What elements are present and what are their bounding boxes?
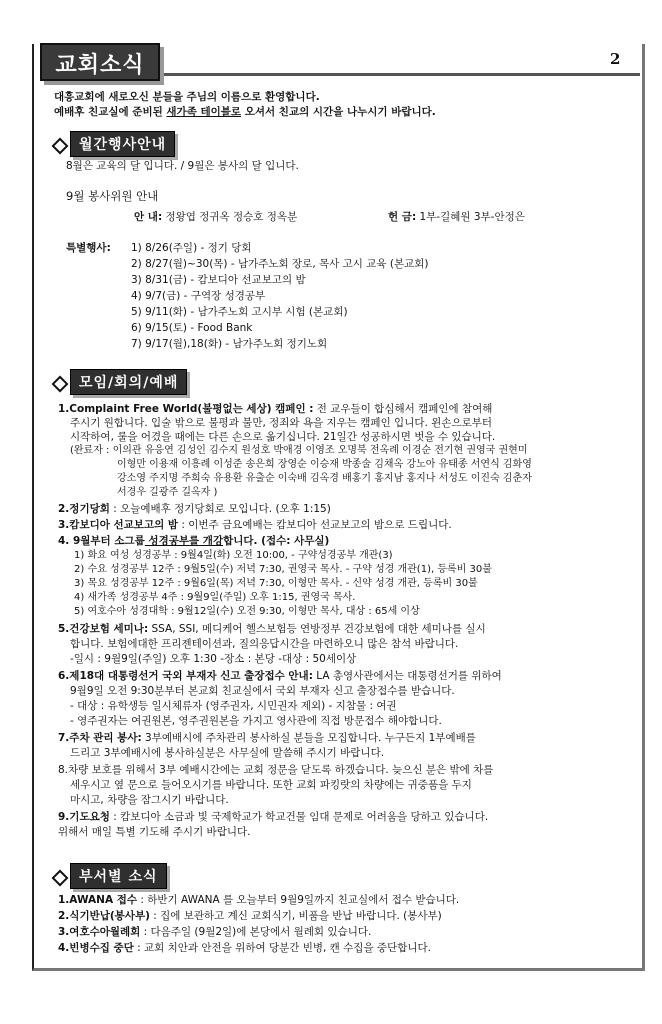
volunteer-title: 9월 봉사위원 안내 [66,189,159,203]
department-item [58,925,371,939]
meeting-item-9 [58,810,488,824]
item-text: 3부예배시에 주차관리 봉사하실 분들을 모집합니다. 누구든지 1부예배를 [141,732,476,744]
item-title: 3.여호수아월례회 [58,926,141,938]
event-item: 2) 8/27(월)~30(목) - 남가주노회 장로, 목사 고시 교육 (본교회) [131,258,429,270]
meetings-heading: 모임/회의/예배 [70,369,187,395]
item-line: 서경우 길광주 길옥자 ) [117,487,218,498]
item-title-underlined: 성경공부를 개강 [144,535,224,547]
item-line: - 영주권자는 여권원본, 영주권원본을 가지고 영사관에 직접 방문접수 해야합니다. [70,715,442,727]
meetings-section-header [52,369,187,395]
header-rule [156,73,640,76]
department-item [58,893,459,907]
item-title-tail: 합니다. (접수: 사무실) [223,535,330,547]
usher-row [134,210,297,224]
item-text: : 교회 치안과 안전을 위하여 당분간 빈병, 캔 수집을 중단합니다. [133,942,431,954]
meeting-item-8: 8.차량 보호를 위해서 3부 예배시간에는 교회 정문을 닫도록 하겠습니다. 늦으신 분은 밖에 차를 [58,764,494,776]
item-text: : 캄보디아 소금과 빛 국제학교가 학교건물 임대 문제로 어려움을 당하고 있습니다. [109,811,489,823]
item-line: (완료자 : 이의관 유응연 김성인 김수지 원성호 박애경 이영조 오명북 전옥례 이경순 전기현 권영국 권현미 [70,445,528,456]
meeting-item-2 [58,502,331,516]
special-label: 특별행사: [66,242,111,254]
item-line: 드리고 3부예배시에 봉사하실분은 사무실에 말씀해 주시기 바랍니다. [70,747,385,759]
event-item: 3) 8/31(금) - 캄보디아 선교보고의 밤 [131,274,306,286]
item-line: 4) 새가족 성경공부 4주 : 9월9일(주일) 오후 1:15, 권영국 목사. [74,592,356,603]
item-title: 2.식기반납(봉사부) [58,910,150,922]
usher-names: 정왕엽 정귀옥 정승호 정옥분 [162,211,298,223]
welcome-text-underlined: 새가족 테이블로 [166,106,242,118]
event-item: 6) 9/15(토) - Food Bank [131,322,253,334]
item-text: : 오늘예배후 정기당회로 모입니다. (오후 1:15) [109,503,331,515]
monthly-section-header [52,131,175,157]
item-title: 4. 9월부터 소그룹 [58,535,145,547]
item-line: 세우시고 옆 문으로 들어오시기를 바랍니다. 또한 교회 파킹랏의 차량에는 귀중품을 두지 [70,779,472,791]
item-title: 6.제18대 대통령선거 국외 부재자 신고 출장접수 안내: [58,670,313,682]
item-line: 9월9일 오전 9:30분부터 본교회 친교실에서 국외 부재자 신고 출장접수를 받습니다. [70,685,455,697]
item-line: 이형만 이용재 이흥례 이성준 송은희 장영순 이승재 박종술 김채옥 강노아 유태종 서연식 김화영 [117,459,532,470]
item-line: 2) 수요 성경공부 12주 : 9월5일(수) 저녁 7:30, 권영국 목사. - 구약 성경 개관(1), 등록비 30불 [74,564,492,575]
meeting-item-3 [58,518,452,532]
event-item: 4) 9/7(금) - 구역장 성경공부 [131,290,266,302]
offering-label: 헌 금: [388,211,417,223]
page-number: 2 [610,50,621,68]
monthly-theme: 8월은 교육의 달 입니다. / 9월은 봉사의 달 입니다. [66,160,299,172]
meeting-item-6 [58,669,502,683]
item-title: 1.AWANA 접수 [58,894,138,906]
item-line: 합니다. 보험에대한 프리젠테이션과, 질의응답시간을 마련하오니 많은 참석 바랍니다. [70,638,459,650]
item-title: 4.빈병수집 중단 [58,942,134,954]
item-text: : 집에 보관하고 계신 교회식기, 비품을 반납 바랍니다. (봉사부) [149,910,442,922]
item-line: -일시 : 9월9일(주일) 오후 1:30 -장소 : 본당 -대상 : 50세이상 [70,653,357,665]
item-title: 9.기도요청 [58,811,110,823]
item-title: 3.캄보디아 선교보고의 밤 [58,519,179,531]
offering-row [388,210,525,224]
item-line: 마시고, 차량을 잠그시기 바랍니다. [70,794,229,806]
item-text: : 하반기 AWANA 를 오늘부터 9월9일까지 친교실에서 접수 받습니다. [137,894,460,906]
welcome-text-b: 오셔서 친교의 시간을 나누시기 바랍니다. [241,106,436,118]
welcome-line-1: 대흥교회에 새로오신 분들을 주님의 이름으로 환영합니다. [54,91,320,103]
item-title: 1.Complaint Free World(불평없는 세상) 캠페인 : [58,403,314,415]
department-item [58,941,431,955]
item-text: LA 총영사관에서는 대통령선거를 위하여 [312,670,502,682]
department-item [58,909,442,923]
event-item: 5) 9/11(화) - 남가주노회 고시부 시험 (본교회) [131,306,348,318]
item-line: 위해서 매일 특별 기도해 주시기 바랍니다. [58,826,251,838]
welcome-text-a: 예배후 친교실에 준비된 [54,106,167,118]
offering-names: 1부-길혜원 3부-안정은 [416,211,525,223]
page-title: 교회소식 [55,53,145,78]
item-line: 시작하여, 룰을 어겼을 때에는 다른 손으로 옮기십니다. 21일간 성공하시면 벗을 수 있습니다. [70,431,496,443]
item-line: 강소영 주지명 주희숙 유용환 유출순 이숙배 김옥경 배홍기 홍지남 홍지나 서성도 이진숙 김춘자 [117,473,532,484]
departments-section-header [52,863,167,889]
diamond-icon [52,376,64,388]
item-line: 3) 목요 성경공부 12주 : 9월6일(목) 저녁 7:30, 이형만 목사. - 신약 성경 개관, 등록비 30불 [74,578,478,589]
item-text: SSA, SSI, 메디케어 헬스보험등 연방정부 건강보험에 대한 세미나를 실시 [148,623,486,635]
monthly-heading: 월간행사안내 [70,131,175,157]
meeting-item-5 [58,622,486,636]
item-title: 7.주차 관리 봉사: [58,732,142,744]
usher-label: 안 내: [134,211,163,223]
item-text: : 다음주일 (9월2일)에 본당에서 월례회 있습니다. [140,926,372,938]
item-line: 주시기 원합니다. 입술 밖으로 불평과 불만, 정죄와 욕을 지우는 캠페인 입니다. 왼손으로부터 [70,417,493,429]
item-title: 5.건강보험 세미나: [58,623,149,635]
item-title: 2.정기당회 [58,503,110,515]
item-text: : 이번주 금요예배는 캄보디아 선교보고의 밤으로 드립니다. [178,519,452,531]
welcome-line-2 [54,105,436,119]
diamond-icon [52,870,64,882]
title-box [40,43,160,81]
meeting-item-4 [58,534,329,548]
item-line: 5) 여호수아 성경대학 : 9월12일(수) 오전 9:30, 이형만 목사, 대상 : 65세 이상 [74,606,420,617]
item-line: 1) 화요 여성 성경공부 : 9월4일(화) 오전 10:00, - 구약성경공부 개관(3) [74,550,393,561]
meeting-item-1 [58,402,492,416]
event-item: 7) 9/17(월),18(화) - 남가주노회 정기노회 [131,338,328,350]
item-text: 전 교우들이 합심해서 캠페인에 참여해 [313,403,493,415]
meeting-item-7 [58,731,476,745]
diamond-icon [52,138,64,150]
departments-heading: 부서별 소식 [70,863,167,889]
event-item: 1) 8/26(주일) - 정기 당회 [131,242,252,254]
item-line: - 대상 : 유학생등 일시체류자 (영주권자, 시민권자 제외) - 지참물 : 여권 [70,700,397,712]
